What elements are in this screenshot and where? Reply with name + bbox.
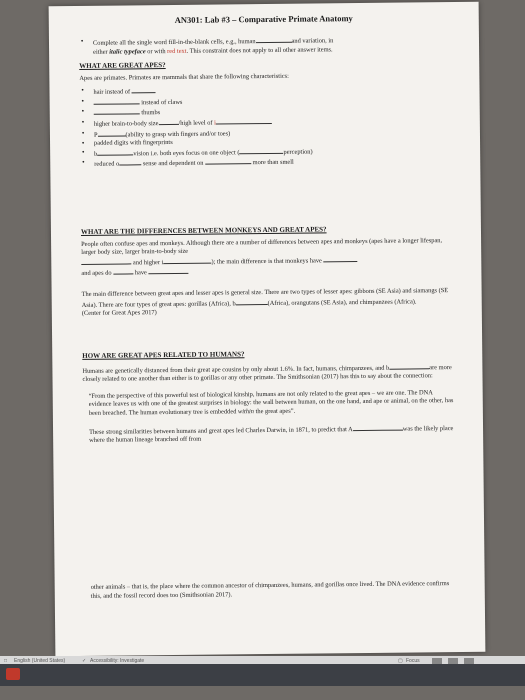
document-page (49, 2, 486, 656)
section-monkeys-apes (81, 224, 454, 319)
blank[interactable] (216, 117, 272, 125)
list-item: • instead of claws (94, 94, 452, 108)
paragraph: other animals – that is, the place where the common ancestor of chimpanzees, humans, and gorillas once lived. The DNA evidence confirms this, and the fossil record does too (Smithsonian 2017). (90, 580, 450, 600)
section-heading: WHAT ARE THE DIFFERENCES BETWEEN MONKEYS AND GREAT APES? (80, 225, 327, 236)
paragraph: Apes are primates. Primates are mammals that share the following characteristics: (79, 72, 289, 82)
list-item: • higher brain-to-body size /high level of i (94, 115, 452, 129)
list-item: • P (ability to grasp with fingers and/or toes) (94, 126, 452, 140)
blank[interactable] (97, 129, 125, 136)
paragraph: Humans are genetically distanced from their great ape cousins by only about 1.6%. In fact, humans, chimpanzees, and b are more closely related to one another than either is to gorillas or any other primate. The Smithsonian (2017) has this to say about the connection: (82, 363, 452, 384)
focus-icon[interactable]: ▢ (398, 658, 403, 664)
accessibility-status[interactable]: Accessibility: Investigate (90, 658, 145, 664)
accessibility-icon[interactable]: ✓ (82, 658, 87, 664)
focus-button[interactable]: Focus (406, 658, 420, 664)
section-heading: HOW ARE GREAT APES RELATED TO HUMANS? (82, 350, 245, 360)
blank[interactable] (389, 362, 429, 369)
blank[interactable] (94, 97, 140, 104)
list-item: • hair instead of (93, 83, 451, 97)
section-apes-humans (82, 348, 455, 446)
blank[interactable] (81, 257, 131, 265)
blank[interactable] (239, 147, 283, 154)
blank[interactable] (97, 148, 133, 155)
list-item: • thumbs (94, 104, 452, 118)
blank[interactable] (113, 268, 133, 275)
blank[interactable] (323, 255, 357, 262)
instruction-item: • Complete all the single word fill-in-the-blank cells, e.g., human and variation, in either italic typeface or with red text. This constraint does not apply to all other answer items. (93, 34, 451, 57)
app-icon[interactable] (6, 668, 20, 680)
paragraph: The main difference between great apes and lesser apes is general size. There are two types of lesser apes: gibbons (SE Asia) and siamangs (SE Asia). There are four types of great apes: gorillas (Africa), b (Africa), orangutans (SE Asia), and chimpanzees (Africa). (Center for Great Apes 2017) (81, 287, 449, 318)
blank[interactable] (205, 158, 251, 165)
list-item: • reduced o sense and dependent on more than smell (94, 155, 452, 169)
paragraph: People often confuse apes and monkeys. Although there are a number of differences between apes and monkeys (apes have a longer lifespan, larger body size, larger brain-to-body size and higher i ); the main difference is that monkeys have and apes do have (81, 236, 443, 278)
paragraph: These strong similarities between humans and great apes led Charles Darwin, in 1871, to predict that A was the likely place where the human lineage branched off from (89, 424, 454, 445)
blank[interactable] (353, 423, 403, 431)
list-item: • padded digits with fingerprints (94, 136, 452, 148)
blank[interactable] (163, 256, 211, 264)
blank[interactable] (158, 118, 178, 125)
blank[interactable] (132, 86, 156, 93)
blank[interactable] (119, 159, 141, 166)
blank[interactable] (148, 267, 188, 274)
section-great-apes (79, 58, 452, 170)
page-title: AN301: Lab #3 – Comparative Primate Anatomy (174, 13, 353, 25)
proofing-icon[interactable]: □ (4, 658, 8, 664)
block-quote: “From the perspective of this powerful test of biological kinship, humans are not only related to the great apes – we are one. The DNA evidence leaves us with one of the greatest surprises in biology: the wall between human, on the one hand, and ape or animal, on the other, has been breached. The human evolutionary tree is embedded within the great apes”. (88, 389, 454, 417)
blank[interactable] (256, 36, 292, 43)
blank[interactable] (236, 298, 268, 305)
list-item: • b vision i.e. both eyes focus on one object ( perception) (94, 145, 452, 159)
page-continuation (85, 580, 457, 601)
blank[interactable] (94, 108, 140, 115)
instructions (79, 34, 451, 57)
section-heading: WHAT ARE GREAT APES? (79, 61, 166, 70)
taskbar (0, 664, 525, 686)
language-status[interactable]: English (United States) (14, 658, 66, 664)
